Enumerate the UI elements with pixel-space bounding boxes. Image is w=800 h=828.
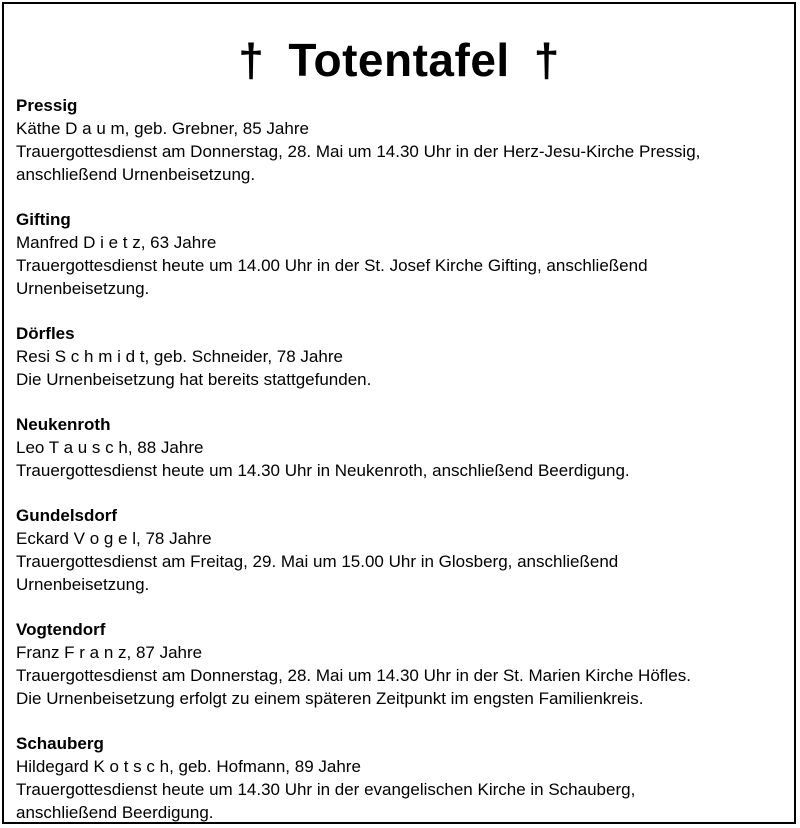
entry-name: Leo T a u s c h, 88 Jahre [16, 438, 204, 457]
obituary-entry [16, 322, 786, 391]
obituary-list [16, 94, 786, 824]
entry-name: Hildegard K o t s c h, geb. Hofmann, 89 Jahre [16, 757, 361, 776]
entry-name: Käthe D a u m, geb. Grebner, 85 Jahre [16, 119, 309, 138]
entry-name: Manfred D i e t z, 63 Jahre [16, 233, 217, 252]
obituary-entry [16, 732, 786, 824]
entry-name: Eckard V o g e l, 78 Jahre [16, 529, 212, 548]
entry-place: Pressig [16, 96, 78, 115]
entry-place: Gifting [16, 210, 71, 229]
entry-detail: anschließend Beerdigung. [16, 803, 214, 822]
entry-detail: anschließend Urnenbeisetzung. [16, 165, 256, 184]
obituary-entry [16, 618, 786, 710]
entry-detail: Trauergottesdienst am Freitag, 29. Mai um 15.00 Uhr in Glosberg, anschließend [16, 552, 619, 571]
page-title [4, 34, 794, 86]
entry-name: Franz F r a n z, 87 Jahre [16, 643, 203, 662]
entry-detail: Trauergottesdienst am Donnerstag, 28. Mai um 14.30 Uhr in der Herz-Jesu-Kirche Pressig, [16, 142, 701, 161]
cross-left-icon: † [238, 34, 265, 86]
obituary-entry [16, 504, 786, 596]
entry-detail: Die Urnenbeisetzung hat bereits stattgefunden. [16, 370, 372, 389]
entry-name: Resi S c h m i d t, geb. Schneider, 78 Jahre [16, 347, 343, 366]
entry-place: Vogtendorf [16, 620, 106, 639]
entry-detail: Die Urnenbeisetzung erfolgt zu einem späteren Zeitpunkt im engsten Familienkreis. [16, 689, 644, 708]
entry-detail: Urnenbeisetzung. [16, 279, 150, 298]
entry-place: Dörfles [16, 324, 75, 343]
entry-place: Schauberg [16, 734, 104, 753]
obituary-entry [16, 413, 786, 482]
entry-place: Gundelsdorf [16, 506, 118, 525]
entry-place: Neukenroth [16, 415, 111, 434]
entry-detail: Urnenbeisetzung. [16, 575, 150, 594]
entry-detail: Trauergottesdienst heute um 14.00 Uhr in der St. Josef Kirche Gifting, anschließend [16, 256, 648, 275]
entry-detail: Trauergottesdienst heute um 14.30 Uhr in Neukenroth, anschließend Beerdigung. [16, 461, 630, 480]
entry-detail: Trauergottesdienst heute um 14.30 Uhr in der evangelischen Kirche in Schauberg, [16, 780, 636, 799]
obituary-entry [16, 208, 786, 300]
cross-right-icon: † [533, 34, 560, 86]
obituary-entry [16, 94, 786, 186]
obituary-board [2, 2, 796, 824]
title-text: Totentafel [288, 34, 510, 86]
entry-detail: Trauergottesdienst am Donnerstag, 28. Mai um 14.30 Uhr in der St. Marien Kirche Höfles. [16, 666, 691, 685]
